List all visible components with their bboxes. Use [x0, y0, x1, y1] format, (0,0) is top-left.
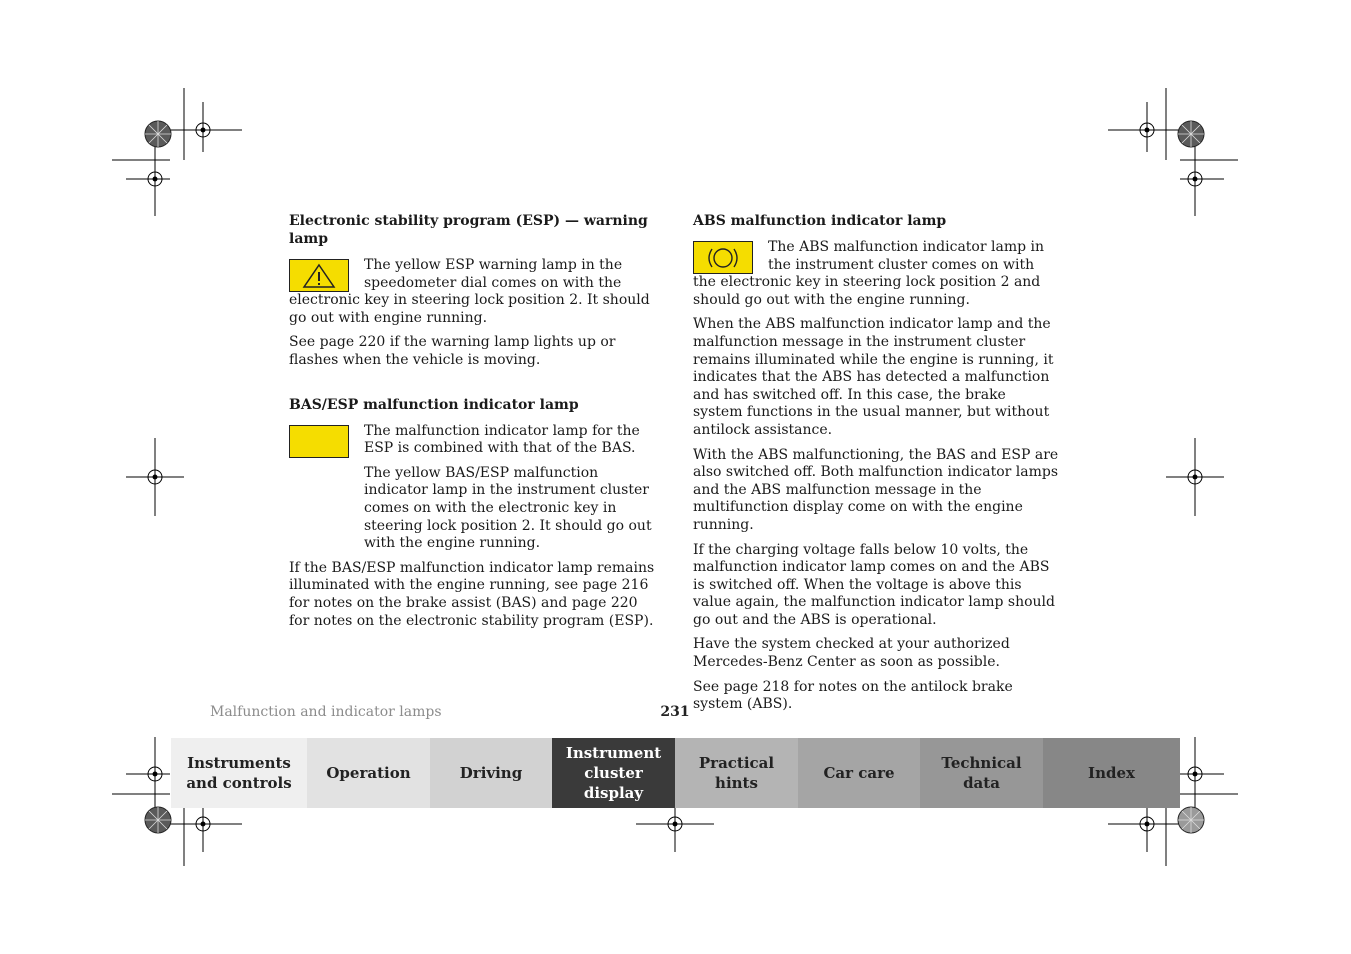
warning-triangle-icon	[289, 259, 349, 292]
tab-driving[interactable]: Driving	[430, 738, 552, 808]
abs-text-2: When the ABS malfunction indicator lamp and the malfunction message in the instrument cluster remains illuminated while the engine is running, it indicates that the ABS has detected a malfunction and has switched off. In this case, the brake system functions in the usual manner, but without antilock assistance.	[693, 316, 1054, 438]
tab-technical-data[interactable]: Technical data	[920, 738, 1043, 808]
abs-heading: ABS malfunction indicator lamp	[693, 213, 947, 229]
bas-esp-indicator-lamp	[289, 425, 349, 458]
abs-text-4: If the charging voltage falls below 10 volts, the malfunction indicator lamp comes on and the ABS is switched off. When the voltage is above this value again, the malfunction indicator lamp should go out and the ABS is operational.	[693, 541, 1055, 628]
bas-text-1: The malfunction indicator lamp for the ESP is combined with that of the BAS.	[364, 422, 640, 457]
abs-text-6: See page 218 for notes on the antilock brake system (ABS).	[693, 678, 1013, 713]
abs-text-5: Have the system checked at your authorized Mercedes-Benz Center as soon as possible.	[693, 636, 1010, 671]
esp-text-1: The yellow ESP warning lamp in the speedometer dial comes on with the electronic key in steering lock position 2. It should go out with engine running.	[289, 257, 650, 326]
right-column	[693, 212, 1059, 721]
abs-text-3: With the ABS malfunctioning, the BAS and ESP are also switched off. Both malfunction indicator lamps and the ABS malfunction message in the multifunction display come on with the engine running.	[693, 446, 1059, 533]
tab-index[interactable]: Index	[1043, 738, 1180, 808]
bas-text-3: If the BAS/ESP malfunction indicator lamp remains illuminated with the engine running, see page 216 for notes on the brake assist (BAS) and page 220 for notes on the electronic stability program (ESP).	[289, 559, 655, 629]
section-title: Malfunction and indicator lamps	[210, 704, 442, 720]
page-number: 231	[660, 704, 690, 720]
esp-heading: Electronic stability program (ESP) — warning lamp	[289, 213, 648, 247]
tab-practical-hints[interactable]: Practical hints	[675, 738, 798, 808]
abs-text-1: The ABS malfunction indicator lamp in the instrument cluster comes on with the electronic key in steering lock position 2 and should go out with the engine running.	[693, 239, 1045, 308]
tab-operation[interactable]: Operation	[307, 738, 430, 808]
bas-text-2: The yellow BAS/ESP malfunction indicator lamp in the instrument cluster comes on with the electronic key in steering lock position 2. It should go out with the engine running.	[364, 464, 652, 552]
left-column	[289, 212, 655, 637]
esp-text-2: See page 220 if the warning lamp lights up or flashes when the vehicle is moving.	[289, 334, 616, 368]
tab-instrument-cluster-display[interactable]: Instrument cluster display	[552, 738, 675, 808]
bas-heading: BAS/ESP malfunction indicator lamp	[289, 396, 579, 413]
tab-car-care[interactable]: Car care	[798, 738, 920, 808]
section-tabs	[171, 738, 1180, 808]
abs-brake-icon	[693, 241, 753, 274]
tab-instruments-and-controls[interactable]: Instruments and controls	[171, 738, 307, 808]
